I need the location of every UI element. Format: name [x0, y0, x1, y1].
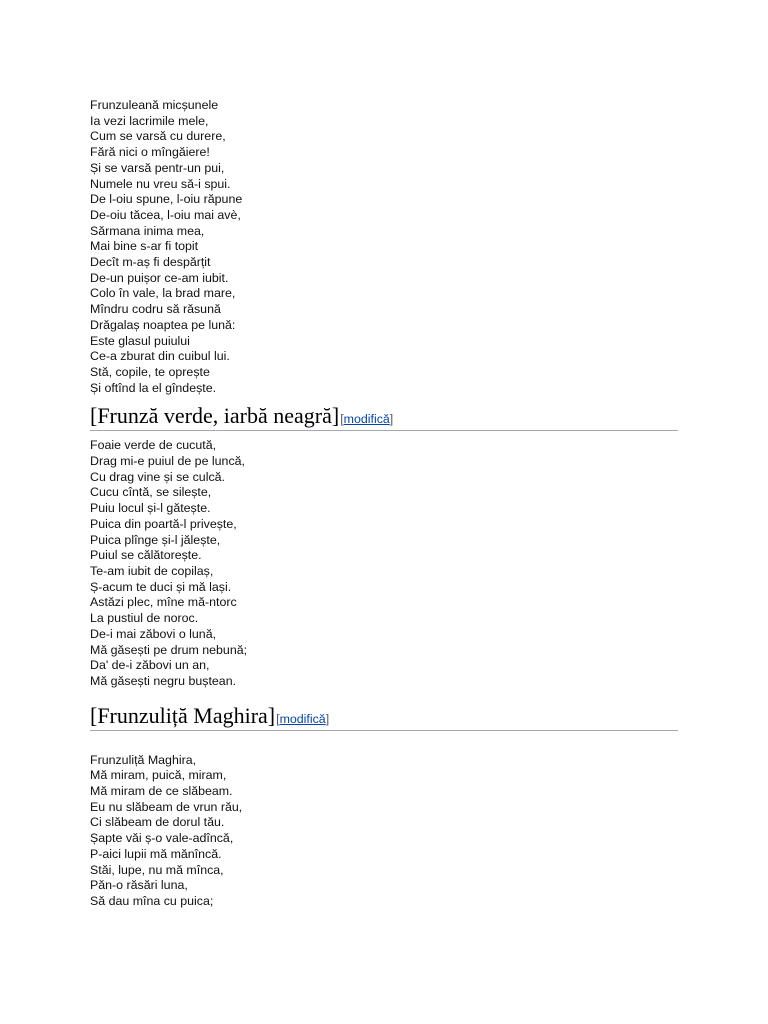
poem-line: Te-am iubit de copilaș, — [90, 563, 214, 578]
poem-line: Șapte văi ș-o vale-adîncă, — [90, 831, 234, 846]
poem-line: Puica plînge și-l jălește, — [90, 532, 221, 547]
poem-line: Este glasul puiului — [90, 333, 190, 348]
section-heading — [90, 402, 678, 431]
poem-line: Puica din poartă-l privește, — [90, 516, 237, 531]
poem-line: Ș-acum te duci și mă lași. — [90, 579, 232, 594]
poem-line: De-un puișor ce-am iubit. — [90, 270, 229, 285]
poem-line: Stăi, lupe, nu mă mînca, — [90, 862, 224, 877]
poem-line: Drag mi-e puiul de pe luncă, — [90, 454, 245, 469]
poem-line: Cu drag vine și se culcă. — [90, 469, 225, 484]
poem-line: Drăgalaș noaptea pe lună: — [90, 317, 236, 332]
poem-line: Mă miram, puică, miram, — [90, 768, 227, 783]
poem-line: Frunzuleană micșunele — [90, 98, 219, 112]
poem-line: Astăzi plec, mîne mă-ntorc — [90, 595, 237, 610]
poem-line: Stă, copile, te oprește — [90, 364, 210, 379]
poem-line: Și oftînd la el gîndește. — [90, 380, 217, 395]
poem-line: Mă miram de ce slăbeam. — [90, 784, 233, 799]
poem-stanza — [90, 438, 678, 689]
poem-line: Mă găsești pe drum nebună; — [90, 642, 248, 657]
poem-line: Ce-a zburat din cuibul lui. — [90, 349, 230, 364]
poem-line: Mîndru codru să răsună — [90, 302, 221, 317]
poem-line: Mă găsești negru buștean. — [90, 673, 237, 688]
poem-line: Decît m-aș fi despărțit — [90, 255, 211, 270]
section-title: [Frunzuliță Maghira] — [90, 702, 276, 728]
edit-section-link[interactable]: modifică — [343, 412, 390, 427]
poem-line: Colo în vale, la brad mare, — [90, 286, 236, 301]
section-title: [Frunză verde, iarbă neagră] — [90, 403, 340, 429]
poem-line: Eu nu slăbeam de vrun rău, — [90, 799, 243, 814]
document-page — [90, 98, 678, 910]
poem-line: P-aici lupii mă mănîncă. — [90, 846, 222, 861]
edit-section: [modifică] — [276, 711, 330, 726]
poem-line: Da' de-i zăbovi un an, — [90, 658, 210, 673]
poem-line: Ci slăbeam de dorul tău. — [90, 815, 225, 830]
poem-line: De-i mai zăbovi o lună, — [90, 626, 217, 641]
poem-line: La pustiul de noroc. — [90, 611, 199, 626]
poem-line: Numele nu vreu să-i spui. — [90, 176, 231, 191]
section-heading — [90, 702, 678, 731]
poem-line: Puiul se călătorește. — [90, 548, 202, 563]
edit-section: [modifică] — [340, 412, 394, 427]
poem-line: Ia vezi lacrimile mele, — [90, 113, 209, 128]
poem-line: Puiu locul și-l gătește. — [90, 501, 211, 516]
edit-section-link[interactable]: modifică — [279, 711, 326, 726]
poem-line: Mai bine s-ar fi topit — [90, 239, 199, 254]
poem-line: De l-oiu spune, l-oiu răpune — [90, 192, 243, 207]
poem-line: Frunzuliță Maghira, — [90, 752, 197, 767]
poem-line: Sărmana inima mea, — [90, 223, 205, 238]
poem-line: Cucu cîntă, se silește, — [90, 485, 212, 500]
poem-stanza — [90, 753, 678, 910]
poem-line: Păn-o răsări luna, — [90, 878, 188, 893]
poem-stanza — [90, 98, 678, 396]
poem-line: De-oiu tăcea, l-oiu mai avè, — [90, 207, 241, 222]
poem-line: Și se varsă pentr-un pui, — [90, 160, 225, 175]
poem-line: Foaie verde de cucută, — [90, 438, 217, 453]
poem-line: Să dau mîna cu puica; — [90, 893, 214, 908]
poem-line: Fără nici o mîngăiere! — [90, 145, 210, 160]
poem-line: Cum se varsă cu durere, — [90, 129, 226, 144]
